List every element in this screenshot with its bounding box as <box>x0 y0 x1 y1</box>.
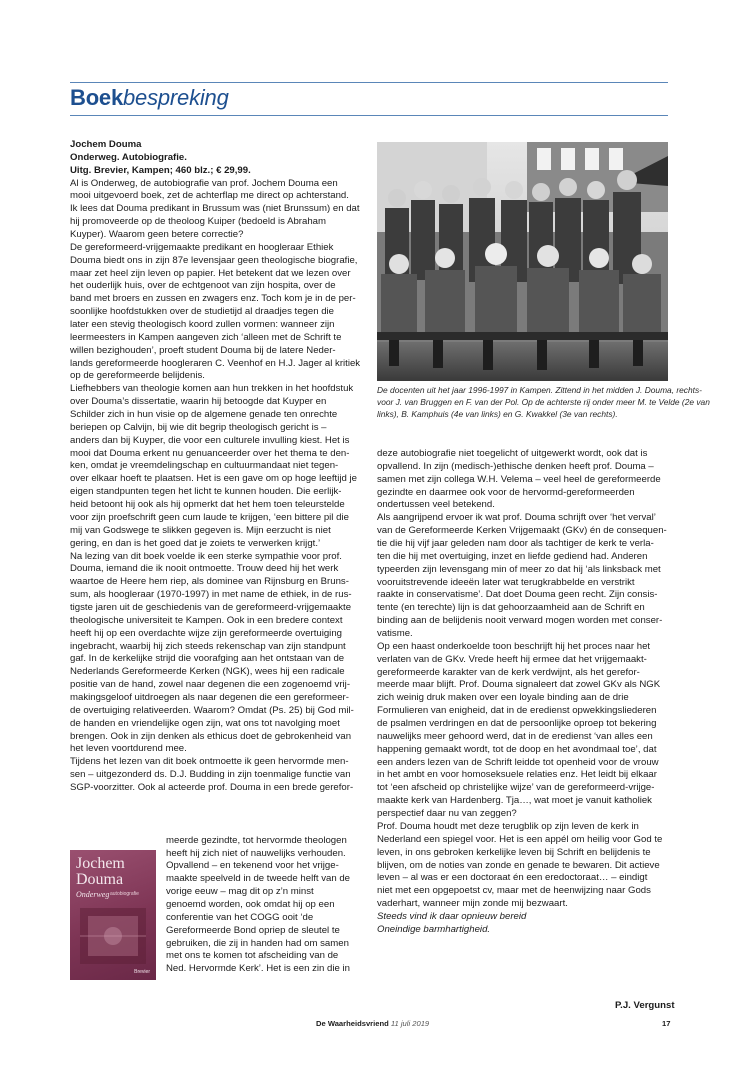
text-line: leermeesters in Kampen aangeven zich ‘alleen met de Schrift te <box>70 331 342 343</box>
caption-line: De docenten uit het jaar 1996-1997 in Kampen. Zittend in het midden J. Douma, rechts- <box>377 385 702 395</box>
text-line: het leven voortdurend mee. <box>70 743 187 755</box>
cover-author-first: Jochem <box>76 855 125 872</box>
text-line: van de Gereformeerde Kerken Vrijgemaakt (GKv) én de consequen- <box>377 525 667 537</box>
text-line: gebruiken, die zij in handen had om samen <box>166 937 349 949</box>
text-line: op de gereformeerde belijdenis. <box>70 370 205 382</box>
text-line: sen – uitgezonderd ds. D.J. Budding in zijn toenmalige functie van <box>70 769 351 781</box>
text-line: Kuyper). Waarom geen betere correctie? <box>70 229 244 241</box>
text-line: hij promoveerde op de theoloog Kuiper (bedoeld is Abraham <box>70 216 327 228</box>
poem-line: Oneindige barmhartigheid. <box>377 923 491 935</box>
text-line: Liefhebbers van theologie komen aan hun trekken in het hoofdstuk <box>70 383 354 395</box>
text-line: Nederlands Gereformeerde Kerken (NGK), wees hij een radicale <box>70 666 345 678</box>
text-line: Na lezing van dit boek voelde ik een sterke sympathie voor prof. <box>70 550 342 562</box>
right-column <box>377 448 669 937</box>
text-line: Al is Onderweg, de autobiografie van prof. Jochem Douma een <box>70 177 338 189</box>
text-line: gereformeerde karakter van de kerk verdwijnt, als het gerefor- <box>377 666 640 678</box>
text-line: blijven, om de noties van zonde en genade te bewaren. Dit actieve <box>377 859 660 871</box>
text-line: Douma, iemand die ik nooit ontmoette. Trouw deed hij het werk <box>70 563 339 575</box>
text-line: tigste jaren uit de geschiedenis van de gereformeerd-vrijgemaakte <box>70 601 352 613</box>
top-rule <box>70 82 668 83</box>
text-line: heid betoont hij ook als hij opmerkt dat het hem toen teleurstelde <box>70 499 345 511</box>
text-line: Als aangrijpend ervoer ik wat prof. Douma schrijft over ‘het verval’ <box>377 512 656 524</box>
text-line: meerde maar blijft. Prof. Douma signaleert dat zowel GKv als NGK <box>377 679 661 691</box>
text-line: Nederland een spiegel voor. Het is een appél om heilig voor God te <box>377 833 663 845</box>
book-cover-image <box>70 850 156 980</box>
text-line: Gereformeerde Bond opriep de sleutel te <box>166 924 340 936</box>
text-line: vatisme. <box>377 628 413 640</box>
text-line: maakte speelveld in de tweede helft van de <box>166 873 351 885</box>
text-line: raakte in conservatisme’. Dat doet Douma geen recht. Zijn consis- <box>377 589 658 601</box>
text-line: ondertussen veel betekend. <box>377 499 495 511</box>
text-line: nauwelijks meer gehoord werd, dat in de eredienst ‘van alles een <box>377 730 653 742</box>
caption-line: links), B. Kamphuis (4e van links) en G. Kwakkel (3e van rechts). <box>377 409 618 420</box>
text-line: willen bezighouden’, proeft student Douma bij de latere Neder- <box>70 344 336 356</box>
text-line: maar zet heel zijn leven op papier. Het betekent dat we lezen over <box>70 267 351 279</box>
page-number: 17 <box>662 1019 671 1028</box>
text-line: beriepen op Calvijn, bij wie dit begrip theologisch gericht is – <box>70 421 327 433</box>
text-line: brengen. Ook in zijn denken als ethicus doet de gebrokenheid van <box>70 730 352 742</box>
text-line: over Douma’s dissertatie, waarin hij betoogde dat Kuyper en <box>70 396 327 408</box>
text-line: Op een haast onderkoelde toon beschrijft hij het proces naar het <box>377 640 651 652</box>
text-line: voor zijn proefschrift geen cum laude te krijgen, ‘een bittere pil die <box>70 511 349 523</box>
text-line: soonlijke hoofdstukken over de studietijd al draadjes tegen die <box>70 306 335 318</box>
text-line: typeerden zijn levensgang min of meer zo dat hij ‘als linksback met <box>377 563 661 575</box>
text-line: Opvallend – en tekenend voor het vrijge- <box>166 860 339 872</box>
text-line: tente (en terechte) lijn is dat gehoorzaamheid aan de Schrift en <box>377 602 645 614</box>
text-line: vooruitstrevende ideeën later wat terugkrabbelde en verstrikt <box>377 576 635 588</box>
cover-publisher: Brevier <box>134 969 150 975</box>
section-heading <box>70 85 229 111</box>
text-line: het ouderlijk huis, over de echtgenoot van zijn hospita, over de <box>70 280 336 292</box>
heading-italic: bespreking <box>123 85 229 110</box>
text-line: een anders lezen van de Schrift leidde tot openheid voor de vrouw <box>377 756 659 768</box>
text-line: conferentie van het COGG ooit ‘de <box>166 911 314 923</box>
text-line: positie van de hand, zowel naar degenen die een zogenoemd vrij- <box>70 679 351 691</box>
text-line: mooi dat Douma erkent nu genuanceerder over het thema te den- <box>70 447 350 459</box>
heading-bold: Boek <box>70 85 123 110</box>
footer-publication <box>316 1019 429 1028</box>
text-line: sum, als hoogleraar (1970-1997) in met name de ethiek, in de rus- <box>70 589 352 601</box>
text-line: mij van Godswege te slikken gegeven is. Mijn eerzucht is niet <box>70 524 331 536</box>
text-line: SGP-voorzitter. Ook al acteerde prof. Douma in een brede gerefor- <box>70 781 354 793</box>
text-line: over elkaar hoeft te plaatsen. Het is een gave om op hoge leeftijd je <box>70 473 357 485</box>
text-line: tie die hij vijf jaar geleden nam door als tachtiger de kerk te verla- <box>377 538 654 550</box>
text-line: gering, en dan is het goed dat je zoiets te verwerken krijgt.’ <box>70 537 321 549</box>
text-line: waartoe de Heere hem riep, als dominee van Rijnsburg en Bruns- <box>70 576 349 588</box>
text-line: Tijdens het lezen van dit boek ontmoette ik geen hervormde men- <box>70 756 349 768</box>
text-line: deze autobiografie niet toegelicht of uitgewerkt wordt, ook dat is <box>377 448 648 459</box>
text-line: leven – al was er een doctoraat én een eredoctoraat… – eindigt <box>377 872 648 884</box>
text-line: lands gereformeerde hoogleraren C. Veenhof en H.J. Jager al kritiek <box>70 357 361 369</box>
text-line: ten die hij met overtuiging, inzet en liefde gediend had. Anderen <box>377 550 648 562</box>
text-line: zich weinig druk maken over een loyale binding aan de drie <box>377 692 629 704</box>
text-line: de psalmen verdringen en dat de persoonlijke oproep tot bekering <box>377 718 657 730</box>
text-line: eigen standpunten tegen het licht te kunnen houden. Die eerlijk- <box>70 486 342 498</box>
left-text <box>70 178 366 795</box>
text-line: heeft hij zich niet of nauwelijks verhouden. <box>166 847 346 859</box>
wrap-column <box>166 835 366 976</box>
text-line: makingsgeloof uitdroegen als naar degenen die een gereformeer- <box>70 691 349 703</box>
text-line: theologische universiteit te Kampen. Ook in een bredere context <box>70 614 343 626</box>
text-line: Ned. Hervormde Kerk’. Het is een zin die in <box>166 963 350 975</box>
text-line: perspectief daar nu van zeggen? <box>377 808 517 820</box>
heading-rule <box>70 115 668 116</box>
group-photo <box>377 142 668 381</box>
text-line: mooi uitgevoerd boek, zet de achterflap me direct op achterstand. <box>70 190 349 202</box>
text-line: in het ambt en voor homoseksuele relaties enz. Het leidt bij elkaar <box>377 769 657 781</box>
text-line: gaf. In de kerkelijke strijd die voorafging aan het ontstaan van de <box>70 653 345 665</box>
cover-author-last: Douma <box>76 871 124 888</box>
text-line: heeft hij op een overdachte wijze zijn gereformeerde overtuiging <box>70 627 342 639</box>
text-line: binding aan de belijdenis nooit verward mogen worden met conser- <box>377 615 663 627</box>
text-line: maakte kerk van Hardenberg. Tja…, wat moet je vanuit katholiek <box>377 795 652 807</box>
text-line: Schilder zich in hun visie op de algemene genade ten onrechte <box>70 409 338 421</box>
text-line: ingebracht, waarbij hij zich steeds rekenschap van zijn standpunt <box>70 640 346 652</box>
text-line: Prof. Douma houdt met deze terugblik op zijn leven de kerk in <box>377 820 639 832</box>
cover-artwork <box>70 850 156 980</box>
text-line: vorige eeuw – mag dit op z’n minst <box>166 886 314 898</box>
cover-subtitle: autobiografie <box>110 891 139 897</box>
text-line: meerde gezindte, tot hervormde theologen <box>166 834 347 846</box>
text-line: niet met een opgepoetst cv, maar met de heenwijzing naar Gods <box>377 885 651 897</box>
reviewer-signature: P.J. Vergunst <box>615 1000 675 1011</box>
footer-publication-name: De Waarheidsvriend <box>316 1019 389 1028</box>
text-line: band met broers en zussen en zwagers enz. Toch kom je in de per- <box>70 293 356 305</box>
text-line: De gereformeerd-vrijgemaakte predikant en hoogleraar Ethiek <box>70 241 334 253</box>
text-line: Ik lees dat Douma predikant in Brussum was (niet Brunssum) en dat <box>70 203 360 215</box>
book-title: Onderweg. Autobiografie. <box>70 151 187 163</box>
text-line: verlaten van de GKv. Vrede heeft hij ermee dat het vrijgemaakt- <box>377 653 647 665</box>
text-line: later een stevig theologisch koord zullen vormen: wanneer zijn <box>70 319 335 331</box>
text-line: samen met zijn collega W.H. Velema – veel heel de gereformeerde <box>377 473 661 485</box>
caption-line: voor J. van Bruggen en F. van der Pol. Op de achterste rij onder meer M. te Velde (2e van <box>377 397 710 408</box>
text-line: leven, in ons gebroken kerkelijke leven bij Schrift en belijdenis te <box>377 846 651 858</box>
text-line: gezindte en daarmee ook voor de hervormd-gereformeerden <box>377 486 635 498</box>
book-author: Jochem Douma <box>70 139 142 150</box>
text-line: Douma biedt ons in zijn 87e levensjaar geen theologische biografie, <box>70 254 358 266</box>
text-line: ken, omdat je vreemdelingschap en cultuurmandaat niet tegen- <box>70 460 339 472</box>
left-column <box>70 139 366 795</box>
text-line: tot ‘een afscheid op christelijke wijze’ van de gereformeerd-vrijge- <box>377 782 655 794</box>
text-line: Formulieren van enigheid, dat in de eredienst opwekkingsliederen <box>377 705 657 717</box>
text-line: anders dan bij Kuyper, die voor een culturele invulling kiest. Het is <box>70 434 350 446</box>
text-line: opvallend. In zijn (medisch-)ethische denken heeft prof. Douma – <box>377 460 654 472</box>
text-line: vaderhart, wanneer mijn zonde mij bezwaart. <box>377 898 568 910</box>
cover-title: Onderweg <box>76 890 110 899</box>
footer-date: 11 juli 2019 <box>390 1019 430 1028</box>
photo-caption <box>377 384 710 420</box>
text-line: met ons te komen tot afscheiding van de <box>166 950 339 962</box>
text-line: de overtuiging relativeerden. Waarom? Omdat (Ps. 25) bij God mil- <box>70 704 354 716</box>
poem-line: Steeds vind ik daar opnieuw bereid <box>377 910 527 922</box>
text-line: genoemd worden, ook omdat hij op een <box>166 898 335 910</box>
book-publisher: Uitg. Brevier, Kampen; 460 blz.; € 29,99. <box>70 164 251 176</box>
text-line: happening gemaakt wordt, tot de doop en het avondmaal toe’, dat <box>377 743 657 755</box>
text-line: de handen en vriendelijke ogen zijn, wat ons tot navolging moet <box>70 717 340 729</box>
